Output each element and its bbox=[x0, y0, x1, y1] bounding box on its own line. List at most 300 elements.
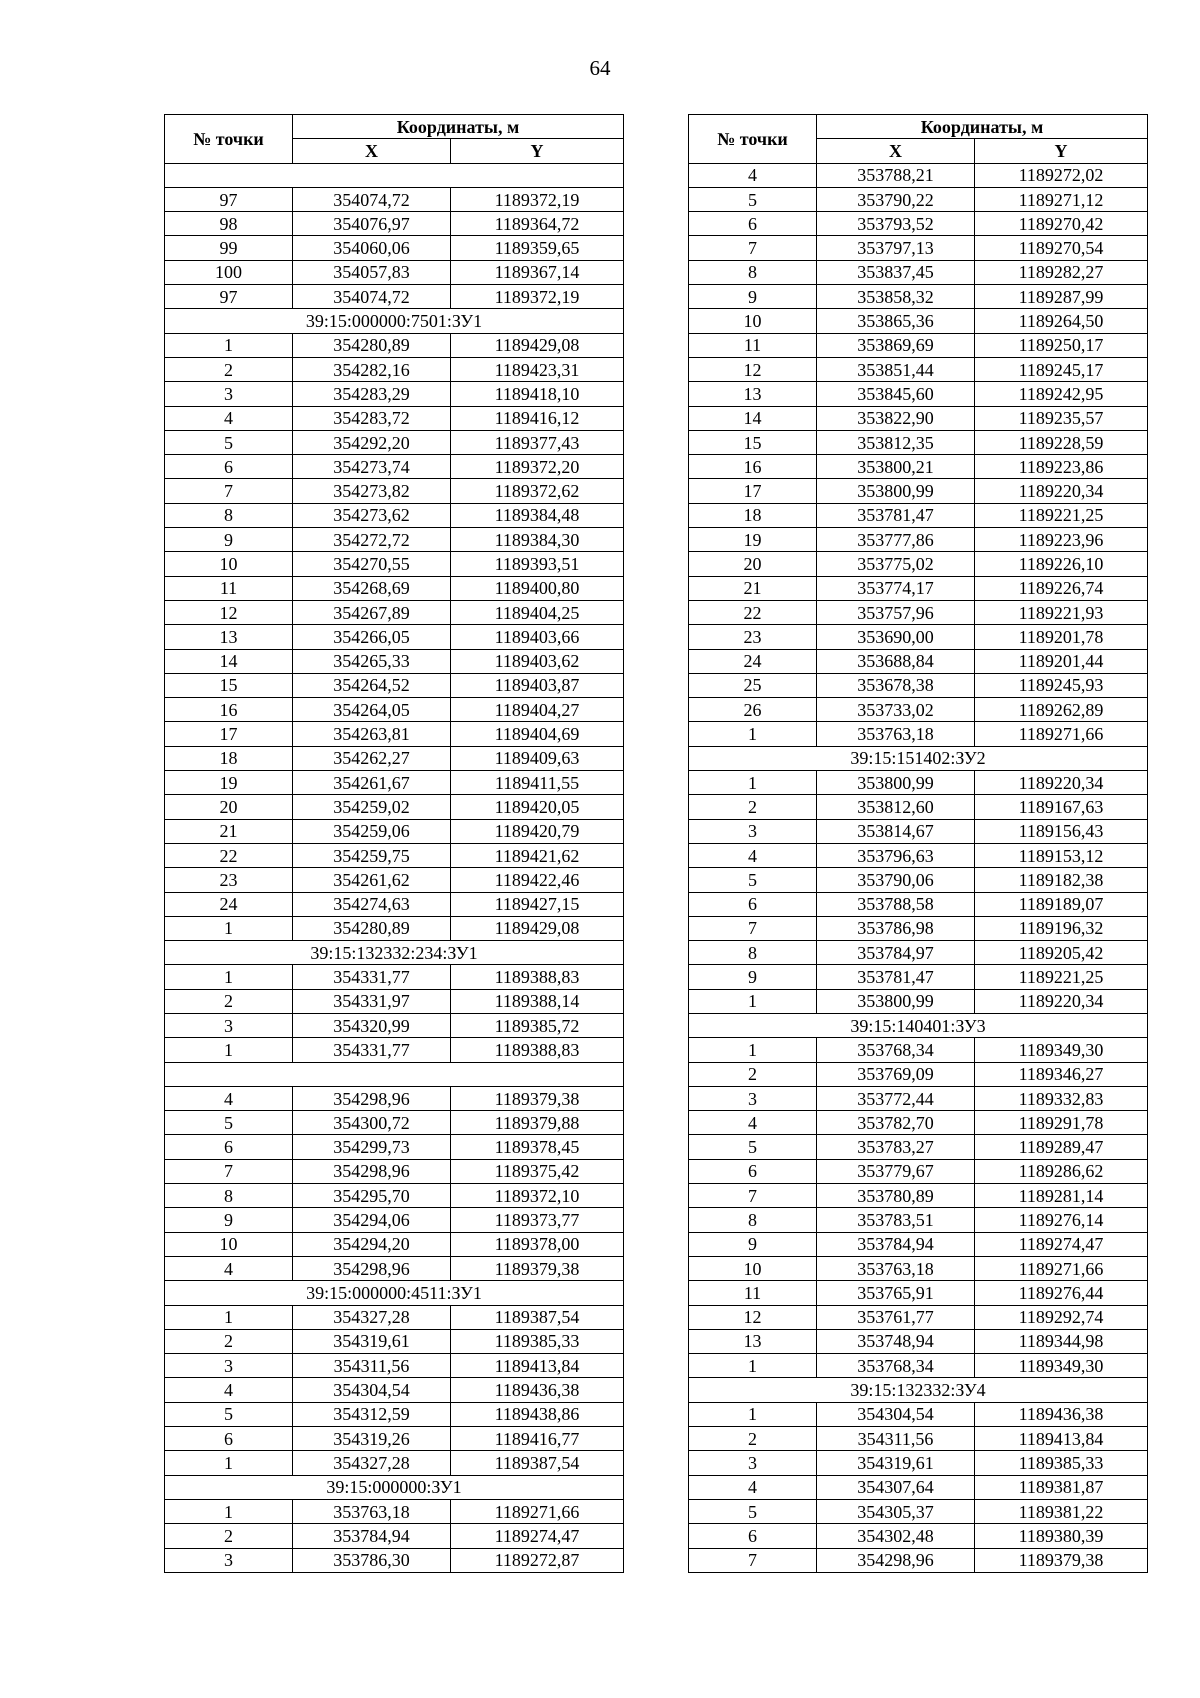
table-row bbox=[689, 600, 1148, 624]
table-header bbox=[689, 115, 1148, 164]
x-coordinate-cell: 354074,72 bbox=[293, 285, 451, 309]
x-coordinate-cell: 353688,84 bbox=[817, 649, 975, 673]
table-row bbox=[165, 333, 624, 357]
table-row bbox=[165, 795, 624, 819]
section-cadastral-number: 39:15:000000:4511:ЗУ1 bbox=[165, 1281, 624, 1305]
point-number-cell: 7 bbox=[689, 1184, 817, 1208]
table-row bbox=[165, 868, 624, 892]
point-number-cell: 6 bbox=[689, 1524, 817, 1548]
table-row bbox=[165, 1524, 624, 1548]
x-coordinate-cell: 354298,96 bbox=[293, 1256, 451, 1280]
point-number-cell: 11 bbox=[689, 333, 817, 357]
point-number-cell: 97 bbox=[165, 187, 293, 211]
point-number-cell: 5 bbox=[689, 1135, 817, 1159]
y-coordinate-cell: 1189388,83 bbox=[451, 965, 624, 989]
point-number-cell: 13 bbox=[165, 625, 293, 649]
table-row bbox=[689, 1086, 1148, 1110]
x-coordinate-cell: 354294,06 bbox=[293, 1208, 451, 1232]
table-row bbox=[689, 1062, 1148, 1086]
y-coordinate-cell: 1189416,12 bbox=[451, 406, 624, 430]
x-coordinate-cell: 354060,06 bbox=[293, 236, 451, 260]
table-row bbox=[689, 382, 1148, 406]
point-number-cell: 4 bbox=[165, 406, 293, 430]
point-number-cell: 9 bbox=[165, 528, 293, 552]
point-number-cell: 7 bbox=[689, 916, 817, 940]
table-row bbox=[689, 479, 1148, 503]
x-coordinate-cell: 354298,96 bbox=[293, 1086, 451, 1110]
table-row bbox=[165, 455, 624, 479]
y-coordinate-cell: 1189438,86 bbox=[451, 1402, 624, 1426]
y-coordinate-cell: 1189372,19 bbox=[451, 187, 624, 211]
x-coordinate-cell: 354282,16 bbox=[293, 357, 451, 381]
point-number-cell: 21 bbox=[165, 819, 293, 843]
point-number-cell: 11 bbox=[165, 576, 293, 600]
x-coordinate-cell: 354295,70 bbox=[293, 1184, 451, 1208]
y-coordinate-cell: 1189384,30 bbox=[451, 528, 624, 552]
y-coordinate-cell: 1189381,87 bbox=[975, 1475, 1148, 1499]
y-coordinate-cell: 1189167,63 bbox=[975, 795, 1148, 819]
y-coordinate-cell: 1189416,77 bbox=[451, 1427, 624, 1451]
table-row bbox=[165, 406, 624, 430]
point-number-cell: 2 bbox=[689, 795, 817, 819]
table-row bbox=[689, 771, 1148, 795]
table-row bbox=[165, 746, 624, 770]
table-row bbox=[165, 552, 624, 576]
point-number-cell: 18 bbox=[689, 503, 817, 527]
point-number-cell: 16 bbox=[165, 698, 293, 722]
point-number-cell: 21 bbox=[689, 576, 817, 600]
y-coordinate-cell: 1189387,54 bbox=[451, 1451, 624, 1475]
point-number-cell: 3 bbox=[165, 1013, 293, 1037]
y-coordinate-cell: 1189420,79 bbox=[451, 819, 624, 843]
table-row bbox=[689, 1354, 1148, 1378]
point-number-cell: 4 bbox=[165, 1086, 293, 1110]
point-number-cell: 1 bbox=[165, 1305, 293, 1329]
point-number-cell: 1 bbox=[689, 1354, 817, 1378]
table-row bbox=[165, 625, 624, 649]
table-row bbox=[165, 1427, 624, 1451]
y-coordinate-cell: 1189375,42 bbox=[451, 1159, 624, 1183]
x-coordinate-cell: 354262,27 bbox=[293, 746, 451, 770]
x-coordinate-cell: 354299,73 bbox=[293, 1135, 451, 1159]
y-coordinate-cell: 1189388,83 bbox=[451, 1038, 624, 1062]
x-coordinate-cell: 353783,51 bbox=[817, 1208, 975, 1232]
point-number-cell: 10 bbox=[165, 552, 293, 576]
table-row bbox=[165, 528, 624, 552]
y-coordinate-cell: 1189385,33 bbox=[451, 1329, 624, 1353]
y-coordinate-cell: 1189226,74 bbox=[975, 576, 1148, 600]
table-row bbox=[165, 1135, 624, 1159]
table-row bbox=[165, 698, 624, 722]
point-number-cell: 10 bbox=[689, 1256, 817, 1280]
x-coordinate-cell: 354280,89 bbox=[293, 333, 451, 357]
x-coordinate-cell: 353800,99 bbox=[817, 479, 975, 503]
y-coordinate-cell: 1189271,12 bbox=[975, 187, 1148, 211]
y-coordinate-cell: 1189427,15 bbox=[451, 892, 624, 916]
table-row bbox=[689, 1159, 1148, 1183]
y-coordinate-cell: 1189372,20 bbox=[451, 455, 624, 479]
table-row bbox=[689, 673, 1148, 697]
table-row bbox=[689, 187, 1148, 211]
table-row bbox=[165, 187, 624, 211]
point-number-cell: 12 bbox=[165, 600, 293, 624]
point-number-cell: 8 bbox=[165, 503, 293, 527]
point-number-cell: 8 bbox=[165, 1184, 293, 1208]
x-coordinate-cell: 353851,44 bbox=[817, 357, 975, 381]
y-coordinate-cell: 1189359,65 bbox=[451, 236, 624, 260]
point-number-cell: 24 bbox=[165, 892, 293, 916]
point-number-cell: 1 bbox=[165, 1499, 293, 1523]
point-number-cell: 2 bbox=[165, 1524, 293, 1548]
x-coordinate-cell: 353793,52 bbox=[817, 212, 975, 236]
table-row bbox=[689, 430, 1148, 454]
y-coordinate-cell: 1189220,34 bbox=[975, 989, 1148, 1013]
table-row bbox=[165, 965, 624, 989]
y-coordinate-cell: 1189388,14 bbox=[451, 989, 624, 1013]
section-row bbox=[165, 1281, 624, 1305]
table-row bbox=[165, 1378, 624, 1402]
section-cadastral-number bbox=[165, 163, 624, 187]
table-row bbox=[689, 1256, 1148, 1280]
x-coordinate-cell: 353763,18 bbox=[817, 722, 975, 746]
y-coordinate-cell: 1189380,39 bbox=[975, 1524, 1148, 1548]
x-coordinate-cell: 353782,70 bbox=[817, 1111, 975, 1135]
table-row bbox=[165, 989, 624, 1013]
x-coordinate-cell: 353780,89 bbox=[817, 1184, 975, 1208]
x-coordinate-cell: 353690,00 bbox=[817, 625, 975, 649]
table-row bbox=[165, 1329, 624, 1353]
point-number-cell: 5 bbox=[689, 868, 817, 892]
x-coordinate-cell: 353786,98 bbox=[817, 916, 975, 940]
y-coordinate-cell: 1189226,10 bbox=[975, 552, 1148, 576]
point-number-cell: 1 bbox=[689, 989, 817, 1013]
x-coordinate-cell: 353781,47 bbox=[817, 503, 975, 527]
y-coordinate-cell: 1189274,47 bbox=[975, 1232, 1148, 1256]
point-number-cell: 98 bbox=[165, 212, 293, 236]
y-coordinate-cell: 1189235,57 bbox=[975, 406, 1148, 430]
x-coordinate-cell: 354273,82 bbox=[293, 479, 451, 503]
y-column-header: Y bbox=[975, 139, 1148, 163]
point-number-cell: 18 bbox=[165, 746, 293, 770]
table-row bbox=[689, 1232, 1148, 1256]
table-row bbox=[689, 1524, 1148, 1548]
table-row bbox=[689, 1548, 1148, 1572]
point-number-cell: 3 bbox=[689, 819, 817, 843]
point-number-cell: 17 bbox=[165, 722, 293, 746]
x-coordinate-cell: 354074,72 bbox=[293, 187, 451, 211]
point-number-cell: 8 bbox=[689, 1208, 817, 1232]
x-coordinate-cell: 354298,96 bbox=[817, 1548, 975, 1572]
x-coordinate-cell: 353774,17 bbox=[817, 576, 975, 600]
table-row bbox=[689, 1135, 1148, 1159]
table-row bbox=[165, 1111, 624, 1135]
x-coordinate-cell: 354280,89 bbox=[293, 916, 451, 940]
table-row bbox=[165, 503, 624, 527]
point-number-cell: 22 bbox=[689, 600, 817, 624]
x-coordinate-cell: 353796,63 bbox=[817, 843, 975, 867]
table-row bbox=[689, 649, 1148, 673]
y-coordinate-cell: 1189379,38 bbox=[451, 1086, 624, 1110]
table-row bbox=[689, 552, 1148, 576]
point-number-cell: 7 bbox=[689, 236, 817, 260]
point-number-cell: 19 bbox=[165, 771, 293, 795]
x-coordinate-cell: 354283,29 bbox=[293, 382, 451, 406]
table-row bbox=[165, 1499, 624, 1523]
y-coordinate-cell: 1189372,19 bbox=[451, 285, 624, 309]
point-number-cell: 5 bbox=[689, 1499, 817, 1523]
x-coordinate-cell: 353845,60 bbox=[817, 382, 975, 406]
point-number-cell: 20 bbox=[689, 552, 817, 576]
x-coordinate-cell: 354292,20 bbox=[293, 430, 451, 454]
section-row bbox=[165, 941, 624, 965]
page-number: 64 bbox=[589, 56, 611, 80]
section-cadastral-number: 39:15:140401:ЗУ3 bbox=[689, 1013, 1148, 1037]
y-coordinate-cell: 1189411,55 bbox=[451, 771, 624, 795]
point-number-cell: 17 bbox=[689, 479, 817, 503]
point-number-cell: 5 bbox=[165, 430, 293, 454]
table-row bbox=[165, 479, 624, 503]
point-number-cell: 100 bbox=[165, 260, 293, 284]
point-number-cell: 1 bbox=[689, 1402, 817, 1426]
point-number-cell: 25 bbox=[689, 673, 817, 697]
x-coordinate-cell: 353814,67 bbox=[817, 819, 975, 843]
table-body bbox=[689, 163, 1148, 1572]
section-cadastral-number: 39:15:000000:7501:ЗУ1 bbox=[165, 309, 624, 333]
y-coordinate-cell: 1189429,08 bbox=[451, 333, 624, 357]
x-coordinate-cell: 354272,72 bbox=[293, 528, 451, 552]
table-row bbox=[689, 916, 1148, 940]
section-row bbox=[689, 1378, 1148, 1402]
point-number-cell: 1 bbox=[165, 965, 293, 989]
y-coordinate-cell: 1189423,31 bbox=[451, 357, 624, 381]
point-number-cell: 4 bbox=[689, 1475, 817, 1499]
x-coordinate-cell: 353763,18 bbox=[293, 1499, 451, 1523]
y-coordinate-cell: 1189385,72 bbox=[451, 1013, 624, 1037]
x-coordinate-cell: 354298,96 bbox=[293, 1159, 451, 1183]
y-coordinate-cell: 1189286,62 bbox=[975, 1159, 1148, 1183]
point-number-cell: 3 bbox=[689, 1086, 817, 1110]
table-header bbox=[165, 115, 624, 164]
y-coordinate-cell: 1189379,38 bbox=[975, 1548, 1148, 1572]
x-coordinate-cell: 354273,62 bbox=[293, 503, 451, 527]
x-coordinate-cell: 354331,77 bbox=[293, 965, 451, 989]
x-coordinate-cell: 353783,27 bbox=[817, 1135, 975, 1159]
x-coordinate-cell: 353822,90 bbox=[817, 406, 975, 430]
y-coordinate-cell: 1189287,99 bbox=[975, 285, 1148, 309]
point-number-cell: 5 bbox=[165, 1402, 293, 1426]
table-row bbox=[165, 600, 624, 624]
table-row bbox=[689, 843, 1148, 867]
y-coordinate-cell: 1189156,43 bbox=[975, 819, 1148, 843]
table-row bbox=[165, 843, 624, 867]
table-row bbox=[165, 1232, 624, 1256]
x-coordinate-cell: 353772,44 bbox=[817, 1086, 975, 1110]
point-number-cell: 23 bbox=[165, 868, 293, 892]
point-number-cell: 9 bbox=[689, 965, 817, 989]
point-number-cell: 4 bbox=[165, 1378, 293, 1402]
point-number-cell: 4 bbox=[689, 163, 817, 187]
section-row bbox=[165, 1475, 624, 1499]
x-coordinate-cell: 354319,61 bbox=[817, 1451, 975, 1475]
y-coordinate-cell: 1189205,42 bbox=[975, 941, 1148, 965]
y-coordinate-cell: 1189364,72 bbox=[451, 212, 624, 236]
x-coordinate-cell: 353869,69 bbox=[817, 333, 975, 357]
y-coordinate-cell: 1189420,05 bbox=[451, 795, 624, 819]
x-coordinate-cell: 353757,96 bbox=[817, 600, 975, 624]
x-coordinate-cell: 354274,63 bbox=[293, 892, 451, 916]
x-coordinate-cell: 353812,60 bbox=[817, 795, 975, 819]
x-coordinate-cell: 354311,56 bbox=[817, 1427, 975, 1451]
y-coordinate-cell: 1189276,14 bbox=[975, 1208, 1148, 1232]
coordinates-header: Координаты, м bbox=[293, 115, 624, 139]
table-row bbox=[165, 430, 624, 454]
y-coordinate-cell: 1189436,38 bbox=[975, 1402, 1148, 1426]
y-coordinate-cell: 1189189,07 bbox=[975, 892, 1148, 916]
point-number-cell: 3 bbox=[165, 1548, 293, 1572]
x-coordinate-cell: 354057,83 bbox=[293, 260, 451, 284]
table-row bbox=[689, 333, 1148, 357]
section-row bbox=[689, 1013, 1148, 1037]
table-row bbox=[689, 285, 1148, 309]
y-coordinate-cell: 1189153,12 bbox=[975, 843, 1148, 867]
point-number-cell: 24 bbox=[689, 649, 817, 673]
y-coordinate-cell: 1189250,17 bbox=[975, 333, 1148, 357]
y-coordinate-cell: 1189272,02 bbox=[975, 163, 1148, 187]
point-number-cell: 1 bbox=[689, 722, 817, 746]
point-number-cell: 4 bbox=[689, 1111, 817, 1135]
y-coordinate-cell: 1189378,45 bbox=[451, 1135, 624, 1159]
table-row bbox=[689, 503, 1148, 527]
table-row bbox=[165, 1013, 624, 1037]
table-row bbox=[165, 260, 624, 284]
x-coordinate-cell: 353800,99 bbox=[817, 771, 975, 795]
table-row bbox=[689, 528, 1148, 552]
point-number-cell: 9 bbox=[165, 1208, 293, 1232]
point-number-cell: 1 bbox=[165, 1038, 293, 1062]
table-row bbox=[689, 795, 1148, 819]
y-coordinate-cell: 1189245,17 bbox=[975, 357, 1148, 381]
x-coordinate-cell: 354319,26 bbox=[293, 1427, 451, 1451]
table-row bbox=[165, 1548, 624, 1572]
x-coordinate-cell: 353837,45 bbox=[817, 260, 975, 284]
x-coordinate-cell: 354268,69 bbox=[293, 576, 451, 600]
x-coordinate-cell: 354267,89 bbox=[293, 600, 451, 624]
x-coordinate-cell: 354283,72 bbox=[293, 406, 451, 430]
x-coordinate-cell: 353786,30 bbox=[293, 1548, 451, 1572]
point-number-cell: 10 bbox=[689, 309, 817, 333]
point-number-cell: 14 bbox=[165, 649, 293, 673]
table-row bbox=[165, 673, 624, 697]
x-coordinate-cell: 354076,97 bbox=[293, 212, 451, 236]
y-column-header: Y bbox=[451, 139, 624, 163]
x-coordinate-cell: 354263,81 bbox=[293, 722, 451, 746]
x-coordinate-cell: 353800,21 bbox=[817, 455, 975, 479]
y-coordinate-cell: 1189400,80 bbox=[451, 576, 624, 600]
table-row bbox=[689, 892, 1148, 916]
table-row bbox=[689, 1499, 1148, 1523]
point-number-header: № точки bbox=[165, 115, 293, 164]
table-row bbox=[689, 576, 1148, 600]
y-coordinate-cell: 1189271,66 bbox=[975, 1256, 1148, 1280]
y-coordinate-cell: 1189281,14 bbox=[975, 1184, 1148, 1208]
x-coordinate-cell: 354304,54 bbox=[293, 1378, 451, 1402]
y-coordinate-cell: 1189182,38 bbox=[975, 868, 1148, 892]
coordinates-table-left bbox=[164, 114, 624, 1573]
y-coordinate-cell: 1189384,48 bbox=[451, 503, 624, 527]
y-coordinate-cell: 1189221,25 bbox=[975, 965, 1148, 989]
y-coordinate-cell: 1189436,38 bbox=[451, 1378, 624, 1402]
point-number-cell: 1 bbox=[689, 1038, 817, 1062]
table-row bbox=[689, 1475, 1148, 1499]
y-coordinate-cell: 1189220,34 bbox=[975, 771, 1148, 795]
table-row bbox=[689, 1427, 1148, 1451]
x-coordinate-cell: 354259,06 bbox=[293, 819, 451, 843]
point-number-cell: 2 bbox=[165, 989, 293, 1013]
table-row bbox=[689, 260, 1148, 284]
table-row bbox=[165, 357, 624, 381]
table-row bbox=[689, 1281, 1148, 1305]
point-number-cell: 16 bbox=[689, 455, 817, 479]
y-coordinate-cell: 1189421,62 bbox=[451, 843, 624, 867]
y-coordinate-cell: 1189349,30 bbox=[975, 1354, 1148, 1378]
point-number-cell: 23 bbox=[689, 625, 817, 649]
table-row bbox=[165, 819, 624, 843]
table-row bbox=[165, 1184, 624, 1208]
x-coordinate-cell: 354259,75 bbox=[293, 843, 451, 867]
table-row bbox=[165, 1086, 624, 1110]
x-coordinate-cell: 353790,06 bbox=[817, 868, 975, 892]
table-row bbox=[165, 1354, 624, 1378]
point-number-cell: 2 bbox=[165, 1329, 293, 1353]
point-number-cell: 97 bbox=[165, 285, 293, 309]
table-row bbox=[165, 649, 624, 673]
x-coordinate-cell: 354307,64 bbox=[817, 1475, 975, 1499]
y-coordinate-cell: 1189404,27 bbox=[451, 698, 624, 722]
coordinates-header: Координаты, м bbox=[817, 115, 1148, 139]
point-number-cell: 14 bbox=[689, 406, 817, 430]
y-coordinate-cell: 1189429,08 bbox=[451, 916, 624, 940]
section-cadastral-number: 39:15:151402:ЗУ2 bbox=[689, 746, 1148, 770]
point-number-header: № точки bbox=[689, 115, 817, 164]
point-number-cell: 1 bbox=[165, 1451, 293, 1475]
table-row bbox=[689, 1305, 1148, 1329]
x-column-header: X bbox=[817, 139, 975, 163]
x-coordinate-cell: 353865,36 bbox=[817, 309, 975, 333]
point-number-cell: 9 bbox=[689, 285, 817, 309]
point-number-cell: 4 bbox=[165, 1256, 293, 1280]
table-row bbox=[165, 212, 624, 236]
x-coordinate-cell: 353790,22 bbox=[817, 187, 975, 211]
point-number-cell: 12 bbox=[689, 357, 817, 381]
x-coordinate-cell: 353781,47 bbox=[817, 965, 975, 989]
table-row bbox=[689, 722, 1148, 746]
y-coordinate-cell: 1189220,34 bbox=[975, 479, 1148, 503]
x-coordinate-cell: 353784,94 bbox=[293, 1524, 451, 1548]
x-coordinate-cell: 353777,86 bbox=[817, 528, 975, 552]
y-coordinate-cell: 1189409,63 bbox=[451, 746, 624, 770]
section-cadastral-number bbox=[165, 1062, 624, 1086]
point-number-cell: 8 bbox=[689, 941, 817, 965]
y-coordinate-cell: 1189221,93 bbox=[975, 600, 1148, 624]
point-number-cell: 4 bbox=[689, 843, 817, 867]
y-coordinate-cell: 1189379,88 bbox=[451, 1111, 624, 1135]
y-coordinate-cell: 1189378,00 bbox=[451, 1232, 624, 1256]
x-coordinate-cell: 353784,94 bbox=[817, 1232, 975, 1256]
point-number-cell: 2 bbox=[165, 357, 293, 381]
table-row bbox=[689, 236, 1148, 260]
y-coordinate-cell: 1189413,84 bbox=[451, 1354, 624, 1378]
x-coordinate-cell: 354319,61 bbox=[293, 1329, 451, 1353]
